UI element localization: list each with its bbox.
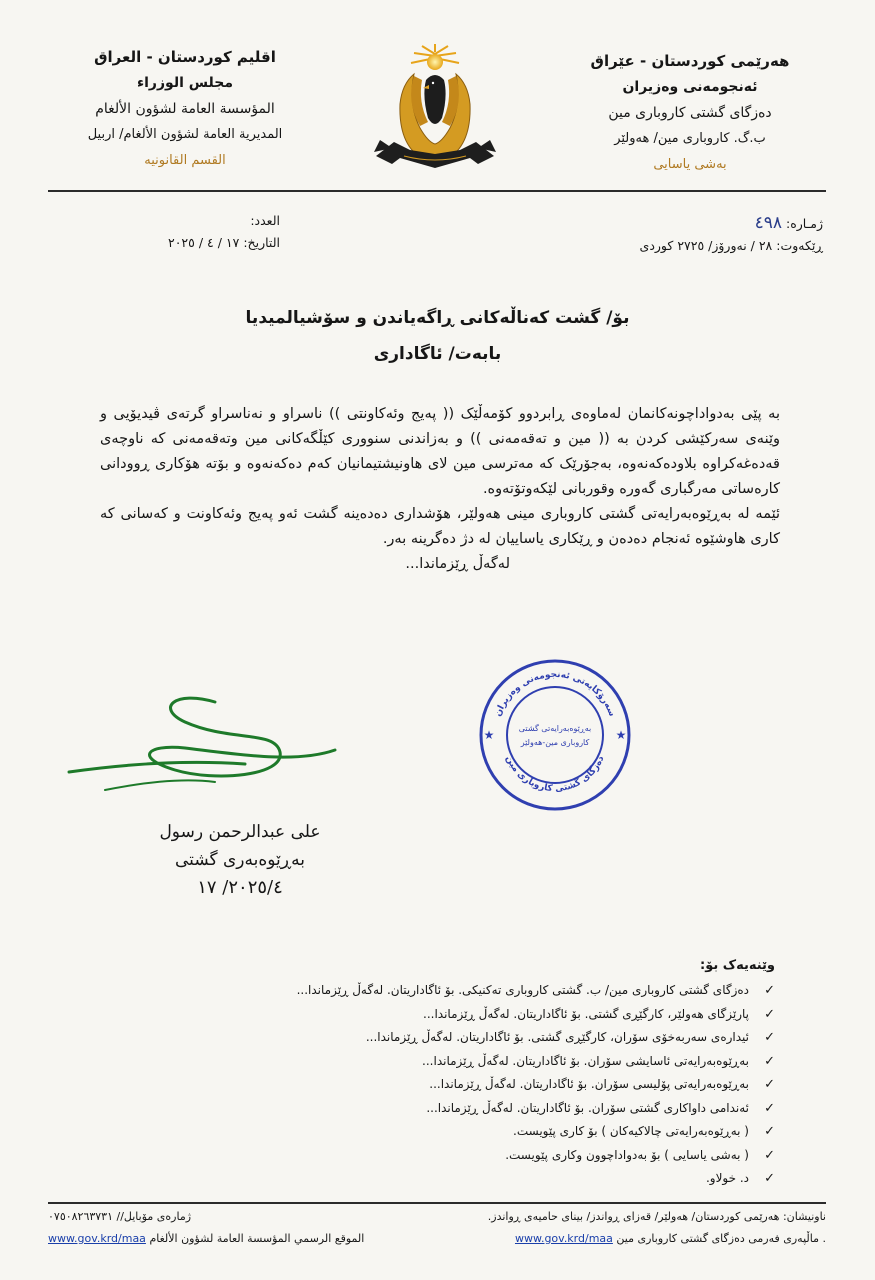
cc-item <box>255 1003 775 1027</box>
checkmark-icon: ✓ <box>764 1124 775 1139</box>
date-label: ڕێکەوت: <box>776 238 823 253</box>
closing-line: لەگەڵ ڕێزماندا... <box>405 556 510 572</box>
header-kurdish <box>560 48 820 178</box>
cc-item <box>255 1073 775 1097</box>
official-stamp <box>475 655 635 815</box>
recipient-line: بۆ/ گشت کەناڵەکانی ڕاگەیاندن و سۆشیالمیدیا <box>245 308 630 328</box>
council-name-ar: مجلس الوزراء <box>136 75 234 91</box>
stamp-star-icon: ★ <box>615 728 627 742</box>
cc-item <box>255 1120 775 1144</box>
checkmark-icon: ✓ <box>764 1077 775 1092</box>
department-name-ar: القسم القانونيه <box>144 153 226 168</box>
cc-item <box>255 1144 775 1168</box>
signer-block <box>130 818 350 902</box>
handwritten-signature <box>65 690 345 800</box>
header-divider <box>48 190 826 192</box>
body-paragraph-2: ئێمە لە بەڕێوەبەرایەتی گشتی کاروباری مینی هەولێر، هۆشداری دەدەینە گشت ئەو پەیج وئەکاونت و کەسانی کە کاری هاوشێوە ئەنجام دەدەن و ڕێکاری یاساییان لە دژ دەگرینە بەر. <box>100 506 780 547</box>
cc-item-text: پارێزگای هەولێر، کارگێڕی گشتی. بۆ ئاگاداریتان. لەگەڵ ڕێزماندا... <box>423 1006 749 1021</box>
date-value: ٢٨ / نەورۆز/ ٢٧٢٥ کوردی <box>639 238 773 253</box>
signer-title: بەڕێوەبەری گشتی <box>175 850 305 870</box>
reference-arabic <box>140 210 280 254</box>
stamp-top-text: سەرۆکایەتی ئەنجومەنی وەزیران <box>493 669 617 719</box>
footer-address: ناونیشان: هەرێمی کوردستان/ هەولێر/ قەزای ڕواندز/ بیناى حامیەی ڕواندز. <box>487 1210 826 1223</box>
cc-list <box>255 979 775 1191</box>
cc-item <box>255 1026 775 1050</box>
department-name-ku: بەشی یاسایی <box>653 157 727 172</box>
stamp-bottom-text: دەزگای گشتی کاروباری مین <box>503 754 607 795</box>
directorate-name-ar: المديرية العامة لشؤون الألغام/ اربيل <box>87 127 283 142</box>
checkmark-icon: ✓ <box>764 1100 775 1116</box>
number-label: ژمـارە: <box>786 216 823 231</box>
checkmark-icon: ✓ <box>764 1053 775 1069</box>
cc-item-text: بەڕێوەبەرایەتی ئاسایشی سۆران. بۆ ئاگاداریتان. لەگەڵ ڕێزماندا... <box>422 1053 749 1068</box>
cc-block <box>255 955 775 1191</box>
stamp-inner-line-2: کاروباری مین-هەولێر <box>520 738 590 747</box>
checkmark-icon: ✓ <box>764 1171 775 1186</box>
stamp-star-icon: ★ <box>483 728 495 742</box>
footer <box>48 1210 826 1254</box>
footer-divider <box>48 1202 826 1204</box>
subject-line: بابەت/ ئاگاداری <box>373 344 502 364</box>
checkmark-icon: ✓ <box>764 1006 775 1022</box>
stamp-inner-line-1: بەڕێوەبەرایەتی گشتی <box>518 724 592 733</box>
cc-item <box>255 1097 775 1121</box>
signer-date: ٢٠٢٥/٤/ ١٧ <box>197 877 283 898</box>
ar-date-value: ١٧ / ٤ / ٢٠٢٥ <box>167 235 240 250</box>
subject-block <box>0 300 875 372</box>
letter-body <box>100 402 780 577</box>
footer-site-note-ar: الموقع الرسمي المؤسسة العامة لشؤون الألغام <box>149 1232 365 1245</box>
cc-item-text: ئیدارەی سەربەخۆی سۆران، کارگێڕی گشتی. بۆ ئاگاداریتان. لەگەڵ ڕێزماندا... <box>365 1030 749 1044</box>
cc-item <box>255 1050 775 1074</box>
cc-item-text: د. خولاو. <box>705 1171 749 1185</box>
cc-item <box>255 979 775 1003</box>
cc-item-text: دەزگای گشتی کاروباری مین/ ب. گشتی کاروباری تەکنیکی. بۆ ئاگاداریتان. لەگەڵ ڕێزماندا... <box>296 983 749 997</box>
website-link-ar[interactable]: www.gov.krd/maa <box>48 1232 146 1245</box>
region-name-ar: اقليم كوردستان - العراق <box>94 48 276 66</box>
number-value: ٤٩٨ <box>754 213 783 233</box>
reference-kurdish <box>640 212 823 257</box>
cc-item-text: ( بەشی یاسایی ) بۆ بەدواداچوون وکاری پێویست. <box>505 1147 749 1162</box>
checkmark-icon: ✓ <box>764 1030 775 1045</box>
council-name-ku: ئەنجومەنی وەزیران <box>622 79 758 95</box>
header-arabic <box>55 44 315 174</box>
body-paragraph-1: بە پێی بەدواداچونەکانمان لەماوەی ڕابردوو کۆمەڵێک (( پەیج وئەکاونتی )) ناسراو و نەناسراو گرتەی ڤیدیۆیی و وێنەی سەرکێشی کردن بە (( مین و تەقەمەنی )) و بەزاندنی سنووری کێڵگەکانی مین وتەقەمەنی کە ناوچەی قەدەغەکراوە بلاودەکەنەوە، بەجۆرێک کە مەترسی مین لای هاونیشتیمانیان کەم دەکەنەوە و بۆتە هۆکاری ڕوودانی کارەساتی مەرگباری گەورە وقوربانی لێکەوتۆتەوە. <box>100 406 780 497</box>
directorate-name-ku: ب.گ. کاروباری مین/ هەولێر <box>614 131 766 146</box>
svg-text:دەزگای گشتی کاروباری مین <box>503 754 606 794</box>
footer-site-note-ku: . ماڵپەری فەرمی دەزگای گشتی کاروباری مین <box>616 1232 826 1245</box>
checkmark-icon: ✓ <box>764 1147 775 1163</box>
website-link-ku[interactable]: www.gov.krd/maa <box>514 1232 613 1245</box>
agency-name-ar: المؤسسة العامة لشؤون الألغام <box>95 101 275 117</box>
cc-item <box>255 1167 775 1191</box>
ar-date-label: التاريخ: <box>243 235 280 250</box>
ar-number-label: العدد: <box>250 213 280 228</box>
agency-name-ku: دەزگای گشتی کاروباری مین <box>608 105 772 121</box>
signer-name: علی عبدالرحمن رسول <box>159 822 321 842</box>
cc-title: وێنەیەک بۆ: <box>700 958 775 973</box>
svg-text:سەرۆکایەتی ئەنجومەنی وەزیران <box>493 670 617 718</box>
cc-item-text: بەڕێوەبەرایەتی پۆلیسی سۆران. بۆ ئاگاداریتان. لەگەڵ ڕێزماندا... <box>429 1077 749 1091</box>
cc-item-text: ئەندامی داواکاری گشتی سۆران. بۆ ئاگاداریتان. لەگەڵ ڕێزماندا... <box>426 1100 749 1115</box>
kurdistan-emblem-logo <box>370 44 500 184</box>
region-name-ku: هەرێمی کوردستان - عێراق <box>590 52 790 70</box>
footer-phone: ژمارەی مۆبایل// ٠٧٥٠٨٢٦٣٧٣١ <box>48 1210 192 1223</box>
checkmark-icon: ✓ <box>764 983 775 998</box>
cc-item-text: ( بەڕێوەبەرایەتی چالاکیەکان ) بۆ کاری پێویست. <box>513 1124 749 1138</box>
